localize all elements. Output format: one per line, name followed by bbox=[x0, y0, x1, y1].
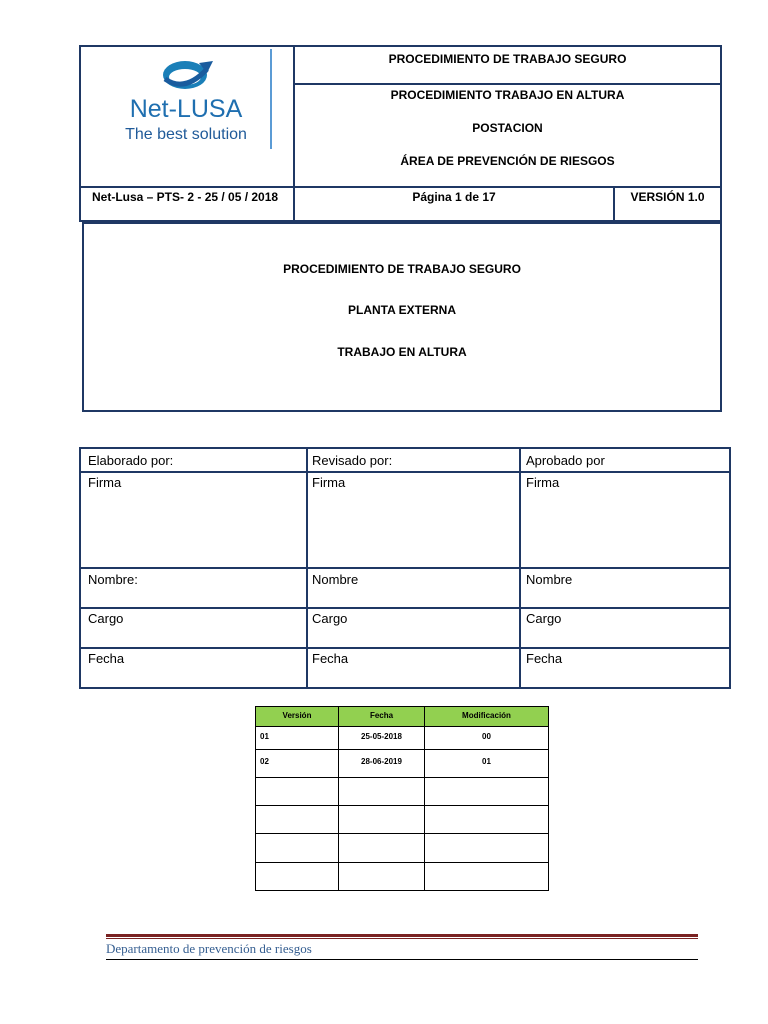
aprobado-nombre: Nombre bbox=[526, 572, 573, 587]
signature-table bbox=[79, 447, 731, 689]
footer-rule-bottom bbox=[106, 959, 698, 960]
title-line-2: PLANTA EXTERNA bbox=[348, 303, 456, 317]
aprobado-firma: Firma bbox=[526, 475, 560, 490]
header-title: PROCEDIMIENTO DE TRABAJO SEGURO bbox=[388, 52, 627, 66]
document-code: Net-Lusa – PTS- 2 - 25 / 05 / 2018 bbox=[92, 190, 279, 204]
footer-department: Departamento de prevención de riesgos bbox=[106, 941, 312, 956]
company-logo bbox=[91, 53, 281, 153]
revisado-header: Revisado por: bbox=[312, 453, 393, 468]
title-line-3: TRABAJO EN ALTURA bbox=[337, 345, 467, 359]
elaborado-firma: Firma bbox=[88, 475, 122, 490]
elaborado-cargo: Cargo bbox=[88, 611, 124, 626]
header-topic: POSTACION bbox=[472, 121, 543, 135]
revisado-fecha: Fecha bbox=[312, 651, 349, 666]
elaborado-fecha: Fecha bbox=[88, 651, 125, 666]
elaborado-nombre: Nombre: bbox=[88, 572, 138, 587]
document-header-table bbox=[79, 45, 722, 222]
logo-tagline: The best solution bbox=[125, 126, 247, 143]
version-col-header: Versión bbox=[282, 711, 312, 720]
modificacion-col-header: Modificación bbox=[462, 711, 511, 720]
aprobado-fecha: Fecha bbox=[526, 651, 563, 666]
table-row-2-version: 02 bbox=[260, 757, 269, 766]
table-row-2-modificacion: 01 bbox=[482, 757, 491, 766]
logo-name: Net-LUSA bbox=[129, 95, 243, 123]
revisado-nombre: Nombre bbox=[312, 572, 359, 587]
header-subtitle: PROCEDIMIENTO TRABAJO EN ALTURA bbox=[390, 88, 625, 102]
title-box bbox=[82, 222, 722, 412]
table-row-1-modificacion: 00 bbox=[482, 732, 491, 741]
revisado-cargo: Cargo bbox=[312, 611, 348, 626]
aprobado-header: Aprobado por bbox=[526, 453, 605, 468]
title-line-1: PROCEDIMIENTO DE TRABAJO SEGURO bbox=[283, 262, 521, 276]
table-row-1-fecha: 25-05-2018 bbox=[361, 732, 402, 741]
page-number: Página 1 de 17 bbox=[412, 190, 496, 204]
document-version: VERSIÓN 1.0 bbox=[630, 190, 705, 204]
aprobado-cargo: Cargo bbox=[526, 611, 562, 626]
revisado-firma: Firma bbox=[312, 475, 346, 490]
table-row-1-version: 01 bbox=[260, 732, 269, 741]
footer-rule-top-thin bbox=[106, 938, 698, 939]
version-table bbox=[255, 706, 549, 891]
footer-rule-top bbox=[106, 934, 698, 937]
elaborado-header: Elaborado por: bbox=[88, 453, 174, 468]
header-area: ÁREA DE PREVENCIÓN DE RIESGOS bbox=[400, 154, 615, 168]
table-row-2-fecha: 28-06-2019 bbox=[361, 757, 402, 766]
fecha-col-header: Fecha bbox=[369, 711, 394, 720]
